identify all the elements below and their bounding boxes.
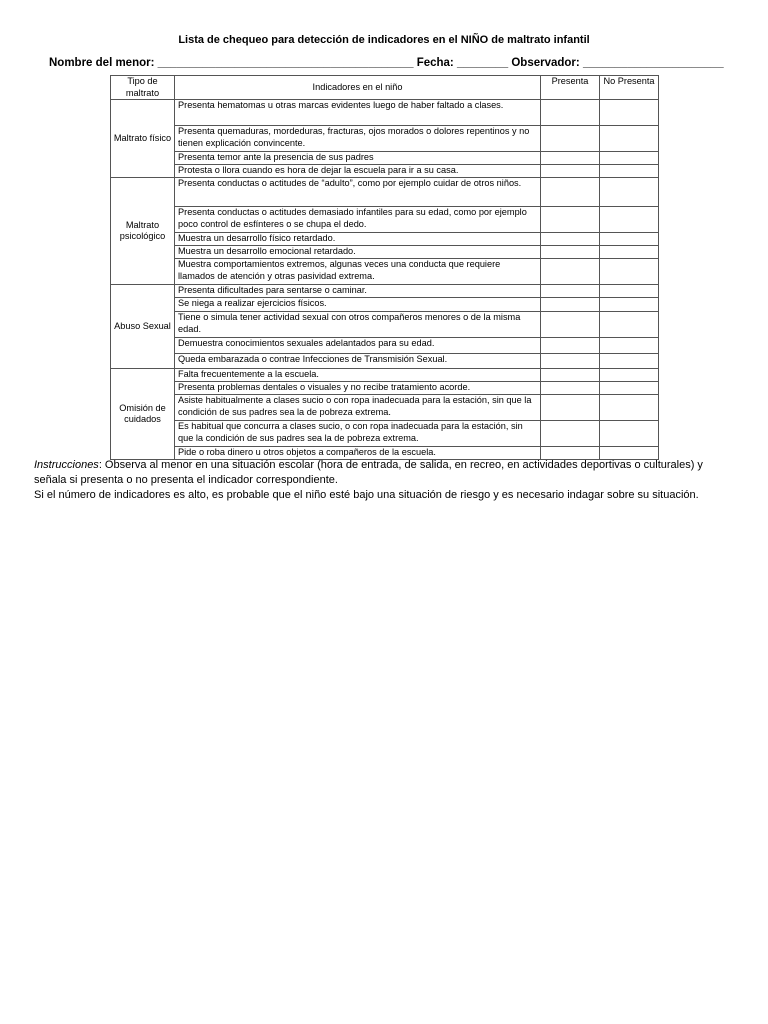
table-row — [111, 246, 659, 259]
form-header — [49, 57, 729, 69]
indicator-cell: Presenta conductas o actitudes de “adulto”, como por ejemplo cuidar de otros niños. — [175, 178, 541, 207]
table-row — [111, 298, 659, 312]
not-present-checkbox-cell[interactable] — [600, 382, 659, 395]
present-checkbox-cell[interactable] — [541, 246, 600, 259]
not-present-checkbox-cell[interactable] — [600, 395, 659, 421]
indicator-cell: Se niega a realizar ejercicios físicos. — [175, 298, 541, 312]
indicator-cell: Presenta temor ante la presencia de sus padres — [175, 152, 541, 165]
not-present-checkbox-cell[interactable] — [600, 354, 659, 369]
table-row — [111, 178, 659, 207]
present-checkbox-cell[interactable] — [541, 100, 600, 126]
table-row — [111, 382, 659, 395]
name-field[interactable]: ________________________________________ — [157, 57, 414, 69]
table-row — [111, 312, 659, 338]
indicator-cell: Muestra un desarrollo emocional retardado. — [175, 246, 541, 259]
not-present-checkbox-cell[interactable] — [600, 126, 659, 152]
not-present-checkbox-cell[interactable] — [600, 100, 659, 126]
table-row — [111, 259, 659, 285]
table-row — [111, 354, 659, 369]
table-row — [111, 338, 659, 354]
observer-field[interactable]: ______________________ — [582, 57, 724, 69]
observer-label: Observador: — [511, 57, 580, 69]
present-checkbox-cell[interactable] — [541, 369, 600, 382]
present-checkbox-cell[interactable] — [541, 298, 600, 312]
instructions — [34, 458, 734, 503]
not-present-checkbox-cell[interactable] — [600, 298, 659, 312]
not-present-checkbox-cell[interactable] — [600, 421, 659, 447]
instructions-text: : Observa al menor en una situación escolar (hora de entrada, de salida, en recreo, en actividades deportivas o culturales) y señala si presenta o no presenta el indicador correspondiente. — [34, 459, 703, 486]
document-title: Lista de chequeo para detección de indicadores en el NIÑO de maltrato infantil — [178, 34, 590, 46]
header-type: Tipo de maltrato — [111, 76, 175, 100]
indicator-cell: Presenta conductas o actitudes demasiado infantiles para su edad, como por ejemplo poco control de esfínteres o se chupa el dedo. — [175, 207, 541, 233]
table-row — [111, 152, 659, 165]
present-checkbox-cell[interactable] — [541, 312, 600, 338]
not-present-checkbox-cell[interactable] — [600, 165, 659, 178]
indicator-cell: Es habitual que concurra a clases sucio, o con ropa inadecuada para la estación, sin que la condición de sus padres sea la de pobreza extrema. — [175, 421, 541, 447]
present-checkbox-cell[interactable] — [541, 207, 600, 233]
not-present-checkbox-cell[interactable] — [600, 312, 659, 338]
cat-omision-cuidados: Omisión de cuidados — [111, 369, 175, 460]
present-checkbox-cell[interactable] — [541, 354, 600, 369]
not-present-checkbox-cell[interactable] — [600, 207, 659, 233]
instructions-label: Instrucciones — [34, 459, 99, 471]
date-field[interactable]: ________ — [456, 57, 509, 69]
indicator-cell: Tiene o simula tener actividad sexual con otros compañeros menores o de la misma edad. — [175, 312, 541, 338]
table-body — [111, 100, 659, 460]
indicator-cell: Presenta dificultades para sentarse o caminar. — [175, 285, 541, 298]
cat-maltrato-fisico: Maltrato físico — [111, 100, 175, 178]
not-present-checkbox-cell[interactable] — [600, 152, 659, 165]
present-checkbox-cell[interactable] — [541, 165, 600, 178]
indicator-cell: Falta frecuentemente a la escuela. — [175, 369, 541, 382]
present-checkbox-cell[interactable] — [541, 152, 600, 165]
table-row — [111, 207, 659, 233]
indicator-cell: Demuestra conocimientos sexuales adelantados para su edad. — [175, 338, 541, 354]
table-row — [111, 233, 659, 246]
present-checkbox-cell[interactable] — [541, 259, 600, 285]
indicator-cell: Presenta hematomas u otras marcas evidentes luego de haber faltado a clases. — [175, 100, 541, 126]
instructions-paragraph — [34, 458, 734, 488]
indicator-cell: Queda embarazada o contrae Infecciones de Transmisión Sexual. — [175, 354, 541, 369]
indicator-cell: Muestra un desarrollo físico retardado. — [175, 233, 541, 246]
present-checkbox-cell[interactable] — [541, 178, 600, 207]
table-row — [111, 165, 659, 178]
not-present-checkbox-cell[interactable] — [600, 233, 659, 246]
name-label: Nombre del menor: — [49, 57, 155, 69]
table-row — [111, 421, 659, 447]
not-present-checkbox-cell[interactable] — [600, 178, 659, 207]
date-label: Fecha: — [416, 57, 454, 69]
not-present-checkbox-cell[interactable] — [600, 285, 659, 298]
not-present-checkbox-cell[interactable] — [600, 259, 659, 285]
indicator-cell: Presenta quemaduras, mordeduras, fracturas, ojos morados o dolores repentinos y no tienen explicación convincente. — [175, 126, 541, 152]
indicator-cell: Muestra comportamientos extremos, algunas veces una conducta que requiere llamados de atención y otras pasividad extrema. — [175, 259, 541, 285]
present-checkbox-cell[interactable] — [541, 338, 600, 354]
cat-maltrato-psicologico: Maltrato psicológico — [111, 178, 175, 285]
checklist-table — [110, 75, 659, 460]
header-present: Presenta — [541, 76, 600, 100]
present-checkbox-cell[interactable] — [541, 395, 600, 421]
not-present-checkbox-cell[interactable] — [600, 246, 659, 259]
table-row — [111, 395, 659, 421]
indicator-cell: Protesta o llora cuando es hora de dejar la escuela para ir a su casa. — [175, 165, 541, 178]
table-row — [111, 285, 659, 298]
present-checkbox-cell[interactable] — [541, 285, 600, 298]
present-checkbox-cell[interactable] — [541, 421, 600, 447]
indicator-cell: Pide o roba dinero u otros objetos a compañeros de la escuela. — [175, 447, 541, 460]
indicator-cell: Presenta problemas dentales o visuales y no recibe tratamiento acorde. — [175, 382, 541, 395]
present-checkbox-cell[interactable] — [541, 233, 600, 246]
table-row — [111, 126, 659, 152]
not-present-checkbox-cell[interactable] — [600, 338, 659, 354]
table-row — [111, 369, 659, 382]
table-header-row — [111, 76, 659, 100]
not-present-checkbox-cell[interactable] — [600, 369, 659, 382]
present-checkbox-cell[interactable] — [541, 382, 600, 395]
indicator-cell: Asiste habitualmente a clases sucio o con ropa inadecuada para la estación, sin que la condición de sus padres sea la de pobreza extrema. — [175, 395, 541, 421]
table-row — [111, 100, 659, 126]
header-indicators: Indicadores en el niño — [175, 76, 541, 100]
cat-abuso-sexual: Abuso Sexual — [111, 285, 175, 369]
header-not-present: No Presenta — [600, 76, 659, 100]
present-checkbox-cell[interactable] — [541, 126, 600, 152]
instructions-note: Si el número de indicadores es alto, es probable que el niño esté bajo una situación de riesgo y es necesario indagar sobre su situación. — [34, 489, 699, 501]
